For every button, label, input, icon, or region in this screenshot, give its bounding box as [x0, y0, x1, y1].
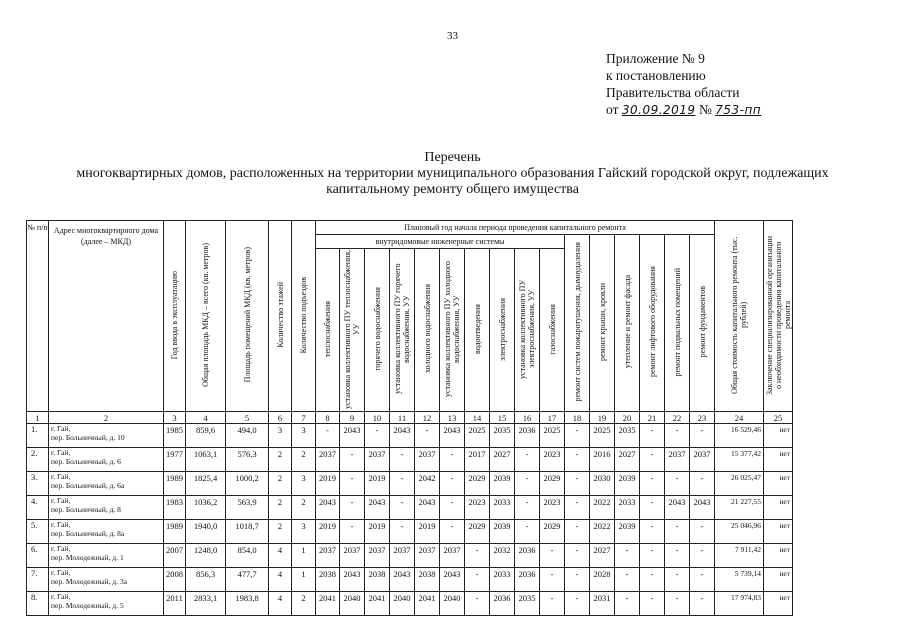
header-conclusion: Заключение специализированной организации о необходимости проведения капитального ремонта	[764, 221, 793, 412]
row-address	[49, 592, 164, 616]
row-plan-year: -	[465, 544, 490, 568]
row-year: 1983	[164, 496, 186, 520]
row-plan-year: 2029	[465, 472, 490, 496]
table-row	[27, 496, 793, 520]
row-plan-year: -	[640, 424, 665, 448]
row-plan-year: 2027	[615, 448, 640, 472]
row-plan-year: -	[565, 496, 590, 520]
row-plan-year: -	[340, 472, 365, 496]
row-plan-year: 2039	[615, 472, 640, 496]
row-number: 6.	[27, 544, 49, 568]
row-total-cost: 17 974,83	[715, 592, 764, 616]
column-number: 3	[164, 412, 186, 424]
row-plan-year: 2036	[515, 424, 540, 448]
row-plan-year: 2035	[615, 424, 640, 448]
row-entrances: 3	[292, 520, 316, 544]
address-street: пер. Больничный, д. 10	[51, 433, 125, 442]
row-plan-year: 2037	[690, 448, 715, 472]
row-plan-year: -	[565, 520, 590, 544]
row-plan-year: -	[440, 448, 465, 472]
row-address	[49, 496, 164, 520]
appendix-line-1: Приложение № 9	[606, 51, 705, 66]
row-premises-area: 854,0	[226, 544, 269, 568]
column-number: 11	[390, 412, 415, 424]
row-premises-area: 494,0	[226, 424, 269, 448]
row-floors: 2	[269, 520, 292, 544]
number-prefix: №	[698, 102, 712, 117]
row-entrances: 2	[292, 448, 316, 472]
row-plan-year: -	[640, 592, 665, 616]
column-number: 18	[565, 412, 590, 424]
column-number: 9	[340, 412, 365, 424]
header-engineering-group: внутридомовые инженерные системы	[316, 235, 565, 249]
row-address	[49, 448, 164, 472]
row-plan-year: 2025	[590, 424, 615, 448]
row-total-area: 859,6	[186, 424, 226, 448]
row-plan-year: 2037	[440, 544, 465, 568]
row-plan-year: 2039	[490, 520, 515, 544]
row-total-cost: 16 529,46	[715, 424, 764, 448]
row-address	[49, 472, 164, 496]
column-number: 2	[49, 412, 164, 424]
header-num: № п/п	[27, 221, 49, 412]
row-plan-year: 2043	[365, 496, 390, 520]
row-year: 1985	[164, 424, 186, 448]
appendix-line-2: к постановлению	[606, 68, 706, 83]
title-line-3: капитальному ремонту общего имущества	[326, 182, 579, 197]
row-plan-year: 2038	[316, 568, 340, 592]
table-row	[27, 424, 793, 448]
column-number: 5	[226, 412, 269, 424]
row-floors: 4	[269, 568, 292, 592]
row-plan-year: -	[665, 592, 690, 616]
row-plan-year: 2041	[415, 592, 440, 616]
row-total-area: 856,3	[186, 568, 226, 592]
row-plan-year: 2043	[440, 424, 465, 448]
row-number: 7.	[27, 568, 49, 592]
row-plan-year: 2023	[465, 496, 490, 520]
row-total-area: 1940,0	[186, 520, 226, 544]
row-plan-year: -	[665, 568, 690, 592]
table-row	[27, 448, 793, 472]
row-plan-year: 2022	[590, 496, 615, 520]
row-plan-year: 2019	[316, 472, 340, 496]
header-col-heating: теплоснабжения	[316, 249, 340, 412]
row-plan-year: 2033	[490, 568, 515, 592]
handwritten-date: 30.09.2019	[621, 103, 696, 117]
column-number: 17	[540, 412, 565, 424]
header-address: Адрес многоквартирного дома (далее – МКД)	[49, 221, 164, 412]
row-plan-year: 2037	[316, 544, 340, 568]
row-plan-year: 2043	[340, 568, 365, 592]
row-plan-year: -	[565, 424, 590, 448]
row-plan-year: -	[515, 448, 540, 472]
header-col-cold-water-meter: установка коллективного ПУ холодного водоснабжения, УУ	[440, 249, 465, 412]
row-plan-year: -	[690, 568, 715, 592]
row-plan-year: -	[690, 424, 715, 448]
header-col-electricity-meter: установка коллективного ПУ электроснабжения, УУ	[515, 249, 540, 412]
row-plan-year: -	[640, 496, 665, 520]
row-floors: 2	[269, 472, 292, 496]
column-number: 8	[316, 412, 340, 424]
row-plan-year: -	[340, 448, 365, 472]
address-city: г. Гай,	[51, 544, 71, 553]
column-number: 22	[665, 412, 690, 424]
row-plan-year: -	[415, 424, 440, 448]
row-plan-year: -	[615, 544, 640, 568]
row-plan-year: -	[440, 496, 465, 520]
address-city: г. Гай,	[51, 520, 71, 529]
row-plan-year: -	[640, 472, 665, 496]
row-plan-year: 2040	[390, 592, 415, 616]
row-plan-year: 2042	[415, 472, 440, 496]
row-plan-year: -	[565, 544, 590, 568]
row-total-area: 1825,4	[186, 472, 226, 496]
column-number: 4	[186, 412, 226, 424]
row-plan-year: 2032	[490, 544, 515, 568]
row-plan-year: -	[390, 472, 415, 496]
row-plan-year: 2019	[415, 520, 440, 544]
row-premises-area: 1000,2	[226, 472, 269, 496]
row-premises-area: 477,7	[226, 568, 269, 592]
row-plan-year: -	[340, 520, 365, 544]
row-number: 1.	[27, 424, 49, 448]
date-prefix: от	[606, 102, 619, 117]
row-year: 1977	[164, 448, 186, 472]
address-city: г. Гай,	[51, 424, 71, 433]
row-floors: 4	[269, 592, 292, 616]
header-col-electricity: электроснабжения	[490, 249, 515, 412]
row-plan-year: 2040	[340, 592, 365, 616]
row-premises-area: 1018,7	[226, 520, 269, 544]
row-plan-year: 2043	[665, 496, 690, 520]
address-street: пер. Больничный, д. 8а	[51, 529, 125, 538]
header-col-heating-meter: установка коллективного ПУ теплоснабжения, УУ	[340, 249, 365, 412]
row-plan-year: 2025	[465, 424, 490, 448]
row-plan-year: 2019	[316, 520, 340, 544]
row-plan-year: 2041	[316, 592, 340, 616]
row-plan-year: 2036	[515, 544, 540, 568]
row-plan-year: 2037	[365, 544, 390, 568]
row-plan-year: 2037	[390, 544, 415, 568]
row-plan-year: -	[640, 544, 665, 568]
row-number: 3.	[27, 472, 49, 496]
row-plan-year: 2043	[440, 568, 465, 592]
row-plan-year: 2037	[415, 544, 440, 568]
address-city: г. Гай,	[51, 592, 71, 601]
row-entrances: 3	[292, 424, 316, 448]
header-col-gas: газоснабжения	[540, 249, 565, 412]
row-number: 5.	[27, 520, 49, 544]
document-title	[0, 150, 905, 198]
row-plan-year: -	[390, 520, 415, 544]
row-plan-year: 2033	[490, 496, 515, 520]
row-conclusion: нет	[764, 496, 793, 520]
row-number: 2.	[27, 448, 49, 472]
address-street: пер. Больничный, д. 6а	[51, 481, 125, 490]
row-plan-year: -	[540, 544, 565, 568]
row-plan-year: -	[465, 568, 490, 592]
row-total-area: 2833,1	[186, 592, 226, 616]
row-total-area: 1036,2	[186, 496, 226, 520]
column-number: 14	[465, 412, 490, 424]
header-floors: Количество этажей	[269, 221, 292, 412]
row-plan-year: 2022	[590, 520, 615, 544]
row-address	[49, 544, 164, 568]
row-entrances: 2	[292, 496, 316, 520]
row-entrances: 3	[292, 472, 316, 496]
row-premises-area: 1983,8	[226, 592, 269, 616]
row-plan-year: -	[690, 592, 715, 616]
row-plan-year: 2019	[365, 520, 390, 544]
table-row	[27, 472, 793, 496]
row-conclusion: нет	[764, 520, 793, 544]
row-plan-year: 2023	[540, 496, 565, 520]
address-street: пер. Молодежный, д. 1	[51, 553, 124, 562]
row-plan-year: 2036	[515, 568, 540, 592]
row-floors: 2	[269, 448, 292, 472]
column-number: 15	[490, 412, 515, 424]
header-col-hot-water: горячего водоснабжения	[365, 249, 390, 412]
header-col-hot-water-meter: установка коллективного ПУ горячего водоснабжения, УУ	[390, 249, 415, 412]
row-plan-year: 2037	[365, 448, 390, 472]
row-plan-year: 2043	[415, 496, 440, 520]
row-premises-area: 576,3	[226, 448, 269, 472]
row-total-cost: 21 227,55	[715, 496, 764, 520]
row-address	[49, 424, 164, 448]
address-city: г. Гай,	[51, 568, 71, 577]
header-col-cold-water: холодного водоснабжения	[415, 249, 440, 412]
header-col-drainage: водоотведения	[465, 249, 490, 412]
header-entrances: Количество подъездов	[292, 221, 316, 412]
row-year: 2007	[164, 544, 186, 568]
row-plan-year: 2031	[590, 592, 615, 616]
row-plan-year: -	[690, 520, 715, 544]
row-plan-year: 2029	[540, 472, 565, 496]
row-plan-year: 2041	[365, 592, 390, 616]
row-plan-year: 2043	[690, 496, 715, 520]
row-conclusion: нет	[764, 448, 793, 472]
row-plan-year: 2038	[365, 568, 390, 592]
table-row	[27, 520, 793, 544]
row-plan-year: 2037	[665, 448, 690, 472]
row-plan-year: 2043	[340, 424, 365, 448]
address-street: пер. Молодежный, д. 3а	[51, 577, 128, 586]
row-plan-year: -	[690, 472, 715, 496]
row-plan-year: 2033	[615, 496, 640, 520]
address-street: пер. Молодежный, д. 5	[51, 601, 124, 610]
appendix-date-line	[606, 101, 761, 119]
row-plan-year: 2037	[316, 448, 340, 472]
column-number: 19	[590, 412, 615, 424]
row-plan-year: 2025	[540, 424, 565, 448]
row-plan-year: 2030	[590, 472, 615, 496]
row-plan-year: 2023	[540, 448, 565, 472]
row-plan-year: 2037	[415, 448, 440, 472]
row-plan-year: 2040	[440, 592, 465, 616]
row-conclusion: нет	[764, 424, 793, 448]
row-plan-year: 2037	[340, 544, 365, 568]
row-plan-year: -	[565, 592, 590, 616]
row-plan-year: -	[365, 424, 390, 448]
column-number: 12	[415, 412, 440, 424]
column-number: 23	[690, 412, 715, 424]
header-plan-group: Плановый год начала периода проведения капитального ремонта	[316, 221, 715, 235]
row-entrances: 2	[292, 592, 316, 616]
row-plan-year: -	[465, 592, 490, 616]
header-premises-area: Площадь помещений МКД (кв. метров)	[226, 221, 269, 412]
row-plan-year: -	[390, 448, 415, 472]
row-plan-year: -	[640, 448, 665, 472]
row-floors: 3	[269, 424, 292, 448]
row-number: 8.	[27, 592, 49, 616]
row-total-cost: 7 911,42	[715, 544, 764, 568]
column-number: 25	[764, 412, 793, 424]
row-total-area: 1063,1	[186, 448, 226, 472]
row-plan-year: -	[340, 496, 365, 520]
row-plan-year: 2035	[490, 424, 515, 448]
column-number: 7	[292, 412, 316, 424]
row-plan-year: -	[540, 592, 565, 616]
row-plan-year: 2043	[390, 568, 415, 592]
row-plan-year: 2027	[490, 448, 515, 472]
row-year: 1989	[164, 520, 186, 544]
row-plan-year: -	[615, 592, 640, 616]
column-number: 13	[440, 412, 465, 424]
row-total-cost: 25 046,96	[715, 520, 764, 544]
row-plan-year: -	[565, 448, 590, 472]
row-conclusion: нет	[764, 592, 793, 616]
row-plan-year: -	[640, 520, 665, 544]
row-plan-year: -	[690, 544, 715, 568]
row-total-area: 1248,0	[186, 544, 226, 568]
row-plan-year: 2019	[365, 472, 390, 496]
row-plan-year: -	[440, 472, 465, 496]
handwritten-number: 753-пп	[715, 103, 762, 117]
row-entrances: 1	[292, 568, 316, 592]
appendix-block	[606, 50, 761, 119]
row-plan-year: -	[640, 568, 665, 592]
row-plan-year: -	[515, 520, 540, 544]
address-city: г. Гай,	[51, 496, 71, 505]
address-city: г. Гай,	[51, 472, 71, 481]
row-plan-year: -	[515, 472, 540, 496]
row-plan-year: -	[665, 472, 690, 496]
header-col-roof: ремонт крыши, кровли	[590, 235, 615, 412]
header-col-facade: утепление и ремонт фасада	[615, 235, 640, 412]
row-plan-year: -	[665, 544, 690, 568]
row-conclusion: нет	[764, 544, 793, 568]
row-plan-year: -	[615, 568, 640, 592]
appendix-line-3: Правительства области	[606, 85, 740, 100]
row-total-cost: 26 025,47	[715, 472, 764, 496]
row-number: 4.	[27, 496, 49, 520]
row-plan-year: -	[565, 568, 590, 592]
table-row	[27, 544, 793, 568]
row-plan-year: -	[390, 496, 415, 520]
header-col-foundation: ремонт фундаментов	[690, 235, 715, 412]
row-plan-year: 2036	[490, 592, 515, 616]
column-number: 1	[27, 412, 49, 424]
row-plan-year: 2016	[590, 448, 615, 472]
row-address	[49, 568, 164, 592]
row-floors: 4	[269, 544, 292, 568]
row-plan-year: -	[665, 424, 690, 448]
header-total-cost: Общая стоимость капитального ремонта (тыс. рублей)	[715, 221, 764, 412]
page-number: 33	[447, 30, 458, 42]
column-number: 24	[715, 412, 764, 424]
row-plan-year: 2039	[490, 472, 515, 496]
row-conclusion: нет	[764, 472, 793, 496]
row-plan-year: 2038	[415, 568, 440, 592]
header-total-area: Общая площадь МКД – всего (кв. метров)	[186, 221, 226, 412]
header-col-basement: ремонт подвальных помещений	[665, 235, 690, 412]
row-plan-year: -	[540, 568, 565, 592]
row-entrances: 1	[292, 544, 316, 568]
address-city: г. Гай,	[51, 448, 71, 457]
row-plan-year: 2027	[590, 544, 615, 568]
header-col-lift: ремонт лифтового оборудования	[640, 235, 665, 412]
row-plan-year: 2039	[615, 520, 640, 544]
row-plan-year: -	[665, 520, 690, 544]
row-total-cost: 5 739,14	[715, 568, 764, 592]
address-street: пер. Больничный, д. 6	[51, 457, 121, 466]
row-plan-year: -	[565, 472, 590, 496]
title-line-2: многоквартирных домов, расположенных на территории муниципального образования Гайский городской округ, подлежащих	[76, 166, 829, 181]
address-street: пер. Больничный, д. 8	[51, 505, 121, 514]
row-plan-year: -	[316, 424, 340, 448]
row-plan-year: -	[515, 496, 540, 520]
row-year: 1989	[164, 472, 186, 496]
row-total-cost: 15 377,42	[715, 448, 764, 472]
repair-table	[26, 220, 793, 616]
row-plan-year: -	[440, 520, 465, 544]
column-numbers-row	[27, 412, 793, 424]
row-plan-year: 2029	[540, 520, 565, 544]
table-row	[27, 568, 793, 592]
header-col-fire: ремонт систем пожаротушения, дымоудаления	[565, 235, 590, 412]
row-plan-year: 2017	[465, 448, 490, 472]
column-number: 20	[615, 412, 640, 424]
title-heading: Перечень	[424, 150, 481, 165]
row-year: 2008	[164, 568, 186, 592]
row-address	[49, 520, 164, 544]
column-number: 21	[640, 412, 665, 424]
row-plan-year: 2028	[590, 568, 615, 592]
row-plan-year: 2035	[515, 592, 540, 616]
column-number: 6	[269, 412, 292, 424]
row-plan-year: 2043	[316, 496, 340, 520]
column-number: 16	[515, 412, 540, 424]
table-row	[27, 592, 793, 616]
row-plan-year: 2029	[465, 520, 490, 544]
row-year: 2011	[164, 592, 186, 616]
row-conclusion: нет	[764, 568, 793, 592]
column-number: 10	[365, 412, 390, 424]
row-plan-year: 2043	[390, 424, 415, 448]
header-year-built: Год ввода в эксплуатацию	[164, 221, 186, 412]
row-floors: 2	[269, 496, 292, 520]
row-premises-area: 563,9	[226, 496, 269, 520]
